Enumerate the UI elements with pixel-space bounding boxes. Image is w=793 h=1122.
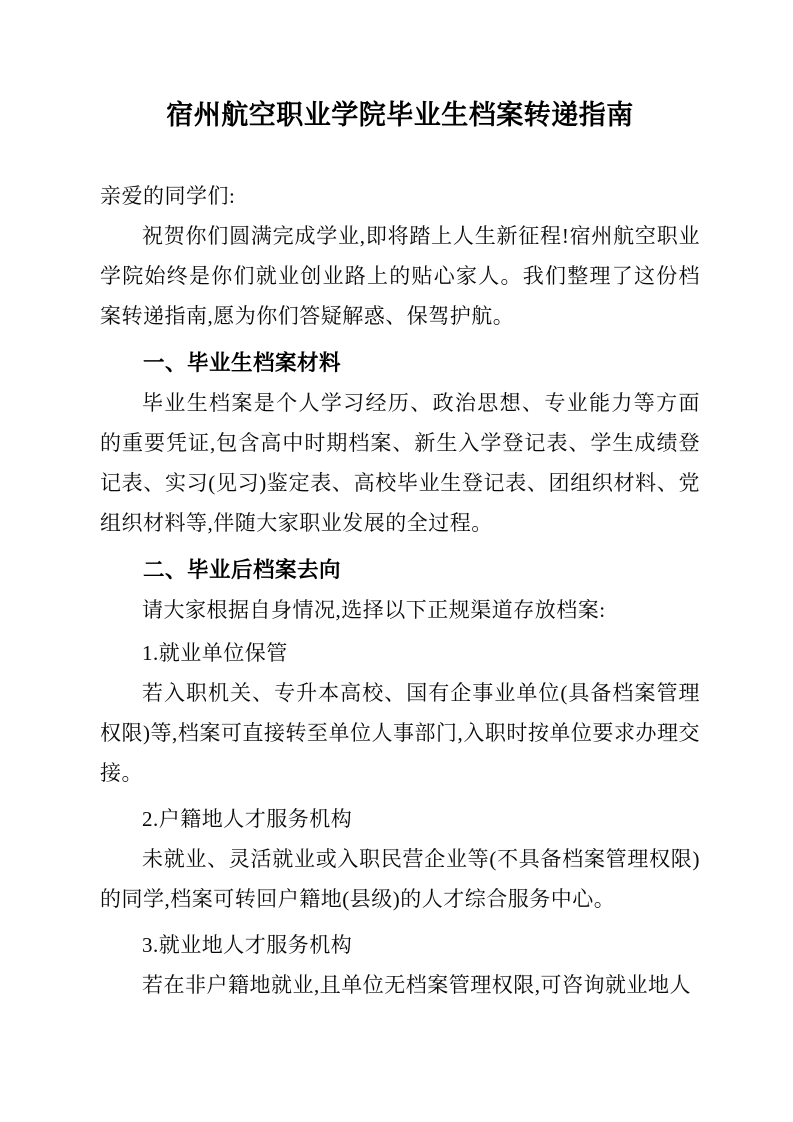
archive-option-1-body: 若入职机关、专升本高校、国有企事业单位(具备档案管理权限)等,档案可直接转至单位人事部门,入职时按单位要求办理交接。: [100, 681, 700, 785]
archive-option-1-label: 1.就业单位保管: [142, 641, 288, 665]
archive-option-3: [100, 925, 700, 1005]
section-1-heading: 一、毕业生档案材料: [143, 351, 342, 375]
archive-option-2-body: 未就业、灵活就业或入职民营企业等(不具备档案管理权限)的同学,档案可转回户籍地(县级)的人才综合服务中心。: [100, 847, 700, 911]
archive-option-1: [100, 633, 700, 793]
archive-option-2: [100, 799, 700, 919]
salutation-line: 亲爱的同学们:: [100, 184, 236, 208]
archive-option-3-label: 3.就业地人才服务机构: [142, 933, 353, 957]
archive-option-3-body: 若在非户籍地就业,且单位无档案管理权限,可咨询就业地人: [142, 973, 691, 997]
document-title: 宿州航空职业学院毕业生档案转递指南: [166, 100, 634, 130]
section-1-paragraph: 毕业生档案是个人学习经历、政治思想、专业能力等方面的重要凭证,包含高中时期档案、新生入学登记表、学生成绩登记表、实习(见习)鉴定表、高校毕业生登记表、团组织材料、党组织材料等,伴随大家职业发展的全过程。: [100, 391, 700, 535]
section-2-heading: 二、毕业后档案去向: [143, 558, 342, 582]
intro-paragraph: 祝贺你们圆满完成学业,即将踏上人生新征程!宿州航空职业学院始终是你们就业创业路上的贴心家人。我们整理了这份档案转递指南,愿为你们答疑解惑、保驾护航。: [100, 224, 700, 328]
archive-option-2-label: 2.户籍地人才服务机构: [142, 807, 353, 831]
section-2-lead: 请大家根据自身情况,选择以下正规渠道存放档案:: [142, 598, 606, 622]
